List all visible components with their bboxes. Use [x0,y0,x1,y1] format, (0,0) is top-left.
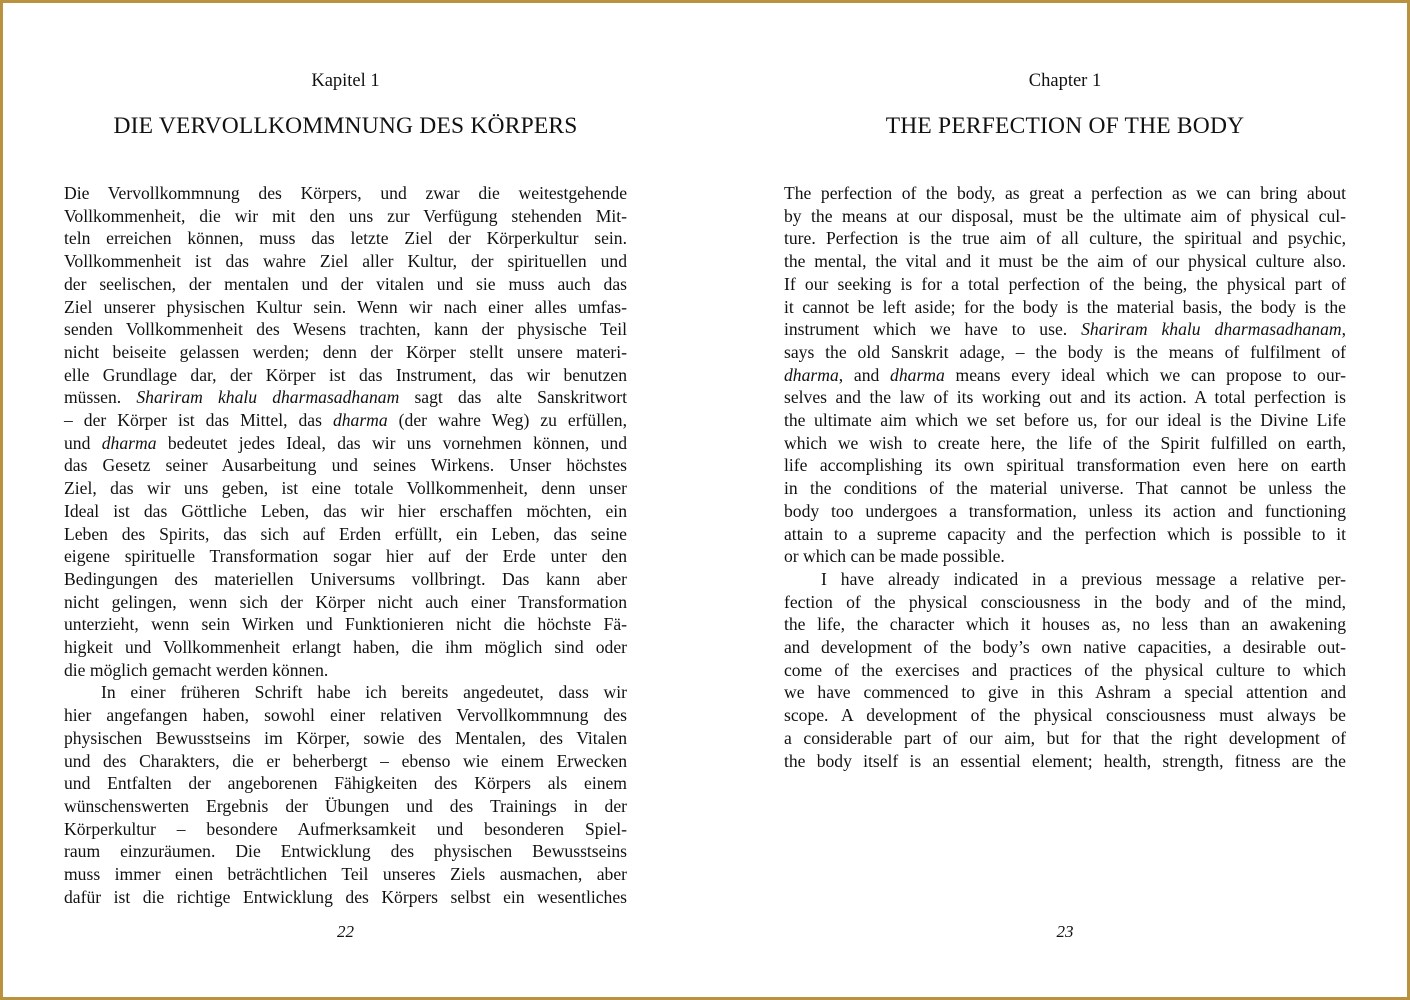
chapter-label: Kapitel 1 [311,71,380,91]
text-line: physischen Bewusstseins im Körper, sowie des Mentalen, des Vitalen [64,727,627,748]
italic-term: Shariram khalu dharmasadhanam [136,387,400,408]
text-line: In einer früheren Schrift habe ich bereits angedeutet, dass wir [101,682,627,703]
italic-term: dharma [784,364,839,385]
text-line: das Gesetz seiner Ausarbeitung und seines Wirkens. Unser höchstes [64,455,627,476]
text-line: Ziel, das wir uns geben, ist eine totale Vollkommenheit, denn unser [64,478,627,499]
paragraph [784,182,1346,568]
text-line: life accomplishing its own spiritual transformation even here on earth [784,455,1346,476]
text-line: I have already indicated in a previous message a relative per- [821,568,1346,589]
text-line: raum einzuräumen. Die Entwicklung des physischen Bewusstseins [64,841,627,862]
text-line: dharma, and dharma means every ideal which we can propose to our- [784,364,1346,385]
page-number: 23 [1056,922,1074,941]
text-line: the body itself is an essential element; health, strength, fitness are the [784,750,1346,771]
body-text [64,182,627,909]
text-line: or which can be made possible. [784,546,1005,567]
text-line: elle Grundlage dar, der Körper ist das Instrument, das wir benutzen [64,364,627,385]
left-page [64,0,627,1000]
text-line: attain to a supreme capacity and the perfection which is possible to it [784,523,1346,544]
italic-term: dharma [101,432,157,453]
text-line: dafür ist die richtige Entwicklung des Körpers selbst ein wesentliches [64,886,627,907]
text-line: come of the exercises and practices of the physical culture to which [784,659,1346,680]
text-line: unterzieht, wenn sein Wirken und Funktionieren nicht die höchste Fä- [64,614,627,635]
text-line: Vollkommenheit, die wir mit den uns zur Verfügung stehenden Mit- [64,205,627,226]
text-line: hier angefangen haben, sowohl einer relativen Vervollkommnung des [64,705,627,726]
paragraph [64,681,627,908]
paragraph [784,568,1346,772]
text-line: müssen. Shariram khalu dharmasadhanam sagt das alte Sanskritwort [64,387,628,408]
text-line: it cannot be left aside; for the body is the material basis, the body is the [784,296,1346,317]
right-page [784,0,1346,1000]
text-line: the ultimate aim which we set before us, for our ideal is the Divine Life [784,410,1346,431]
text-line: instrument which we have to use. Shariram khalu dharmasadhanam, [784,319,1346,340]
text-line: and development of the body’s own native capacities, a desirable out- [784,637,1346,658]
text-line: by the means at our disposal, must be the ultimate aim of physical cul- [784,205,1346,226]
text-line: a considerable part of our aim, but for that the right development of [784,727,1346,748]
text-line: nicht gelingen, wenn sich der Körper nicht auch einer Transformation [64,591,627,612]
chapter-title: THE PERFECTION OF THE BODY [885,113,1245,139]
text-line: und Entfalten der angeborenen Fähigkeiten des Körpers als einem [64,773,627,794]
italic-term: Shariram khalu dharmasadhanam [1081,319,1342,340]
page-number: 22 [337,922,354,941]
text-line: muss immer einen beträchtlichen Teil unseres Ziels ausmachen, aber [64,864,627,885]
text-line: scope. A development of the physical consciousness must always be [784,705,1346,726]
text-line: Körperkultur – besondere Aufmerksamkeit und besonderen Spiel- [64,818,627,839]
text-line: Ideal ist das Göttliche Leben, das wir hier erschaffen möchten, ein [64,500,627,521]
chapter-title: DIE VERVOLLKOMMNUNG DES KÖRPERS [113,113,578,139]
text-line: Bedingungen des materiellen Universums vollbringt. Das kann aber [64,568,627,589]
text-line: ture. Perfection is the true aim of all culture, the spiritual and psychic, [784,228,1346,249]
text-line: body too undergoes a transformation, unless its action and functioning [784,500,1346,521]
text-line: in the conditions of the material universe. That cannot be unless the [784,478,1346,499]
text-line: senden Vollkommenheit des Wesens trachten, kann der physische Teil [64,319,627,340]
text-line: the life, the character which it houses as, no less than an awakening [784,614,1346,635]
text-line: teln erreichen können, muss das letzte Ziel der Körperkultur sein. [64,228,627,249]
text-line: selves and the law of its working out and its action. A total perfection is [784,387,1346,408]
paragraph [64,182,627,681]
text-line: If our seeking is for a total perfection of the being, the physical part of [784,273,1346,294]
text-line: Ziel unserer physischen Kultur sein. Wenn wir nach einer alles umfas- [64,296,627,317]
text-line: says the old Sanskrit adage, – the body is the means of fulfilment of [784,341,1346,362]
italic-term: dharma [332,410,388,431]
text-line: der seelischen, der mentalen und der vitalen und sie muss auch das [64,273,627,294]
text-line: und dharma bedeutet jedes Ideal, das wir uns vornehmen können, und [64,432,627,453]
text-line: higkeit und Vollkommenheit erlangt haben, die ihm möglich sind oder [64,637,627,658]
text-line: eigene spirituelle Transformation sogar hier auf der Erde unter den [64,546,627,567]
text-line: wünschenswerten Ergebnis der Übungen und des Trainings in der [64,795,627,816]
text-line: which we wish to create here, the life of the Spirit fulfilled on earth, [784,432,1346,453]
text-line: fection of the physical consciousness in the body and of the mind, [784,591,1346,612]
text-line: Leben des Spirits, das sich auf Erden erfüllt, ein Leben, das seine [64,523,627,544]
text-line: und des Charakters, die er beherbergt – ebenso wie einem Erwecken [64,750,627,771]
chapter-label: Chapter 1 [1028,71,1102,91]
text-line: die möglich gemacht werden können. [64,659,329,680]
text-line: Die Vervollkommnung des Körpers, und zwar die weitestgehende [64,183,627,203]
text-line: we have commenced to give in this Ashram a special attention and [784,682,1346,703]
italic-term: dharma [890,364,945,385]
text-line: Vollkommenheit ist das wahre Ziel aller Kultur, der spirituellen und [64,251,627,272]
text-line: The perfection of the body, as great a perfection as we can bring about [784,183,1346,203]
body-text [784,182,1346,772]
text-line: – der Körper ist das Mittel, das dharma (der wahre Weg) zu erfüllen, [64,410,627,431]
text-line: the mental, the vital and it must be the aim of our physical culture also. [784,251,1346,272]
text-line: nicht beiseite gelassen werden; denn der Körper stellt unsere materi- [64,341,627,362]
